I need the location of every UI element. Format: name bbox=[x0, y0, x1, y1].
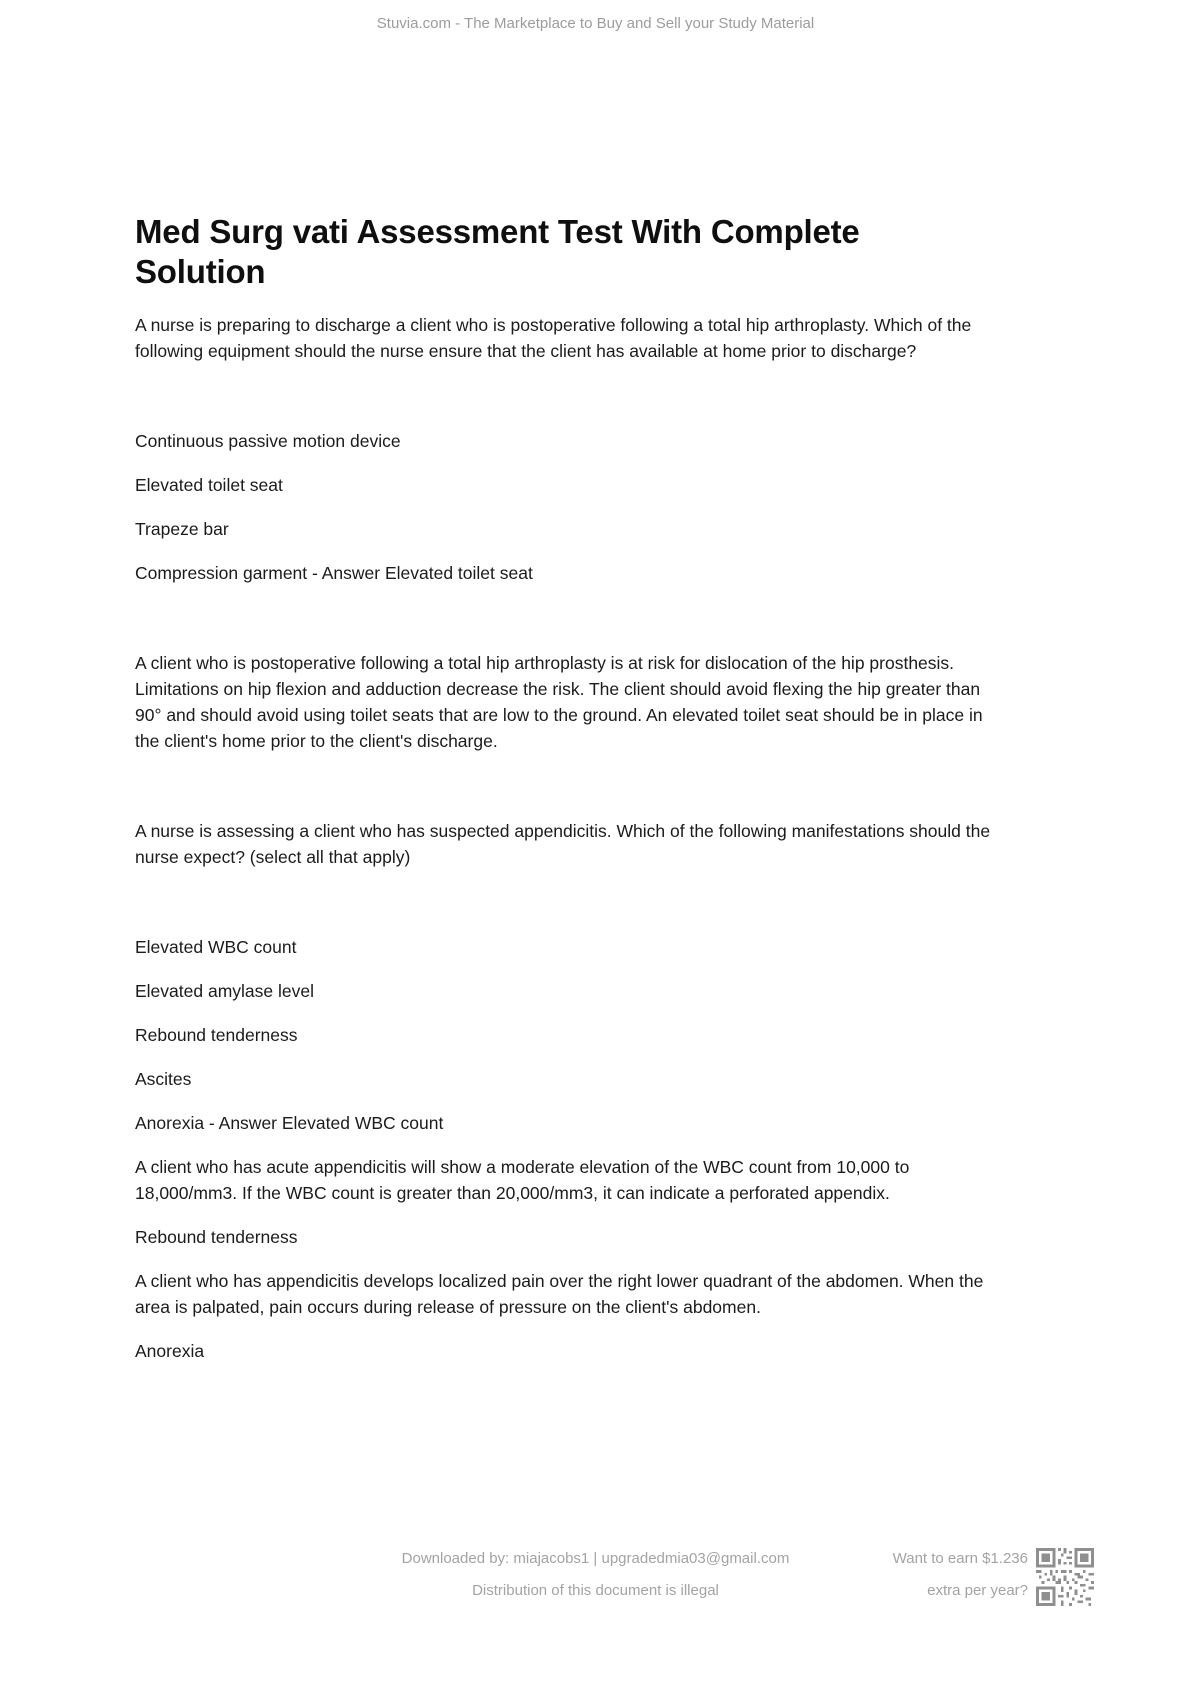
answer-option-1: Continuous passive motion device bbox=[135, 431, 401, 451]
answer-heading-anorexia: Anorexia bbox=[135, 1341, 205, 1361]
answer-option-4-with-answer: Compression garment - Answer Elevated toilet seat bbox=[135, 563, 533, 583]
answer-option-7: Rebound tenderness bbox=[135, 1025, 298, 1045]
rationale-question-1: A client who is postoperative following a total hip arthroplasty is at risk for dislocation of the hip prosthesis. Limitations on hip flexion and adduction decrease the risk. The client should avoid flexing the hip greater than 90° and should avoid using toilet seats that are low to the ground. An elevated toilet seat should be in place in the client's home prior to the client's discharge. bbox=[135, 653, 983, 751]
answer-option-5: Elevated WBC count bbox=[135, 937, 297, 957]
downloaded-by-text: Downloaded by: miajacobs1 | upgradedmia03@gmail.com bbox=[401, 1550, 790, 1567]
answer-option-2: Elevated toilet seat bbox=[135, 475, 283, 495]
site-header bbox=[0, 14, 1191, 34]
answer-option-8: Ascites bbox=[135, 1069, 192, 1089]
rationale-wbc-count: A client who has acute appendicitis will show a moderate elevation of the WBC count from 10,000 to 18,000/mm3. If the WBC count is greater than 20,000/mm3, it can indicate a perforated appendix. bbox=[135, 1157, 910, 1203]
answer-option-9-with-answer: Anorexia - Answer Elevated WBC count bbox=[135, 1113, 444, 1133]
earn-money-text-line1: Want to earn $1.236 bbox=[892, 1550, 1028, 1567]
answer-option-6: Elevated amylase level bbox=[135, 981, 314, 1001]
document-content bbox=[135, 212, 997, 1382]
site-header-text: Stuvia.com - The Marketplace to Buy and Sell your Study Material bbox=[376, 15, 815, 32]
document-title: Med Surg vati Assessment Test With Complete Solution bbox=[135, 213, 860, 290]
earn-money-text-line2: extra per year? bbox=[927, 1582, 1028, 1599]
answer-heading-rebound-tenderness: Rebound tenderness bbox=[135, 1227, 298, 1247]
question-1-text: A nurse is preparing to discharge a client who is postoperative following a total hip arthroplasty. Which of the following equipment should the nurse ensure that the client has available at home prior to discharge? bbox=[135, 315, 972, 361]
distribution-warning-text: Distribution of this document is illegal bbox=[472, 1582, 719, 1599]
rationale-rebound-tenderness: A client who has appendicitis develops localized pain over the right lower quadrant of the abdomen. When the area is palpated, pain occurs during release of pressure on the client's abdomen. bbox=[135, 1271, 984, 1317]
question-2-text: A nurse is assessing a client who has suspected appendicitis. Which of the following manifestations should the nurse expect? (select all that apply) bbox=[135, 821, 991, 867]
qr-code bbox=[1036, 1548, 1094, 1606]
answer-option-3: Trapeze bar bbox=[135, 519, 229, 539]
